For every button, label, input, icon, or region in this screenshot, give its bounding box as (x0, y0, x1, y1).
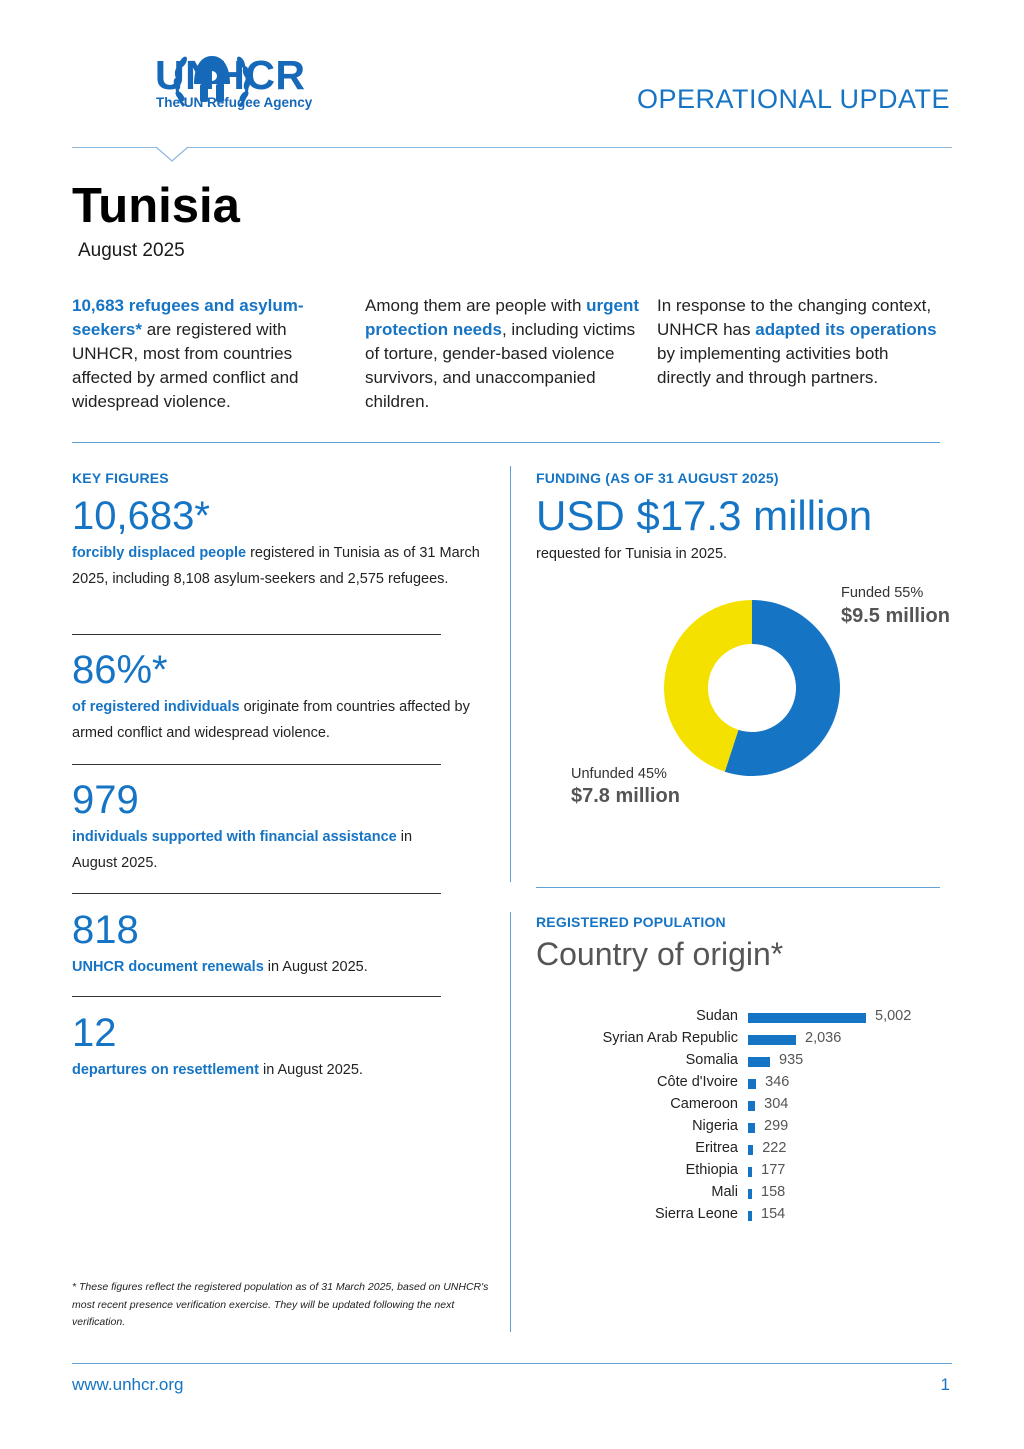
funding-label: FUNDING (AS OF 31 AUGUST 2025) (536, 470, 779, 486)
registered-population-label: REGISTERED POPULATION (536, 914, 726, 930)
website-link[interactable]: www.unhcr.org (72, 1375, 184, 1394)
bar (748, 1123, 755, 1133)
funded-label: Funded 55% (841, 585, 924, 601)
key-figure-5 (72, 1011, 482, 1084)
funding-requested-text: requested for Tunisia in 2025. (536, 546, 728, 562)
bar (748, 1167, 752, 1177)
logo-wordmark: UNHCR (155, 52, 306, 98)
bar (748, 1035, 796, 1045)
funding-amount: USD $17.3 million (536, 492, 873, 539)
header-divider (72, 147, 952, 148)
key-figure-number: 86%* (72, 648, 168, 692)
bar-value-label: 346 (765, 1074, 790, 1090)
funded-value: $9.5 million (841, 605, 950, 627)
bar-value-label: 5,002 (875, 1008, 912, 1024)
key-figure-text (72, 695, 482, 746)
key-figure-highlight: departures on resettlement (72, 1062, 259, 1078)
intro-text: , including victims of torture, gender-based violence survivors, and unaccompanied children. (365, 320, 636, 411)
key-figure-number: 12 (72, 1011, 117, 1055)
key-figure-highlight: UNHCR document renewals (72, 959, 264, 975)
bar-country-label: Sudan (696, 1008, 738, 1024)
bar-country-label: Syrian Arab Republic (602, 1030, 738, 1046)
bar-value-label: 304 (764, 1096, 789, 1112)
bar-value-label: 2,036 (805, 1030, 842, 1046)
intro-divider (72, 442, 940, 443)
intro-highlight: 10,683 refugees and asylum-seekers* (72, 296, 304, 339)
key-figure-highlight: forcibly displaced people (72, 545, 247, 561)
report-date: August 2025 (78, 240, 185, 261)
key-figure-number: 10,683* (72, 494, 210, 538)
bar-country-label: Ethiopia (685, 1162, 738, 1178)
bar (748, 1101, 755, 1111)
key-figure-highlight: individuals supported with financial assistance (72, 829, 397, 845)
key-figure-desc: registered in Tunisia as of 31 March 2025, including 8,108 asylum-seekers and 2,575 refugees. (72, 545, 480, 587)
document-type: OPERATIONAL UPDATE (636, 84, 950, 114)
page-title: Tunisia (72, 179, 240, 233)
unfunded-value: $7.8 million (571, 785, 680, 807)
bar-country-label: Cameroon (670, 1096, 738, 1112)
intro-text: by implementing activities both directly and through partners. (657, 344, 889, 387)
key-figure-desc: in August 2025. (72, 829, 413, 871)
bar (748, 1057, 770, 1067)
logo-tagline: The UN Refugee Agency (156, 95, 313, 110)
bar (748, 1211, 752, 1221)
key-figure-desc: in August 2025. (258, 1062, 363, 1078)
footer-divider (72, 1363, 952, 1364)
key-figure-2 (72, 648, 482, 746)
bar (748, 1145, 753, 1155)
key-figure-text (72, 825, 452, 876)
intro-highlight: urgent protection needs (365, 296, 640, 339)
bar (748, 1079, 756, 1089)
funding-divider (536, 887, 940, 888)
key-figure-number: 818 (72, 908, 139, 952)
figure-divider (72, 764, 441, 765)
key-figure-1 (72, 494, 482, 592)
intro-highlight: adapted its operations (755, 320, 937, 339)
intro-text: Among them are people with (365, 296, 587, 315)
bar-country-label: Nigeria (692, 1118, 738, 1134)
bar-value-label: 177 (761, 1162, 786, 1178)
key-figures-label: KEY FIGURES (72, 470, 169, 486)
intro-paragraph-1 (72, 294, 352, 414)
key-figure-desc: in August 2025. (263, 959, 368, 975)
figure-divider (72, 634, 441, 635)
page-number: 1 (940, 1375, 950, 1394)
footnote: * These figures reflect the registered population as of 31 March 2025, based on UNHCR's most recent presence verification exercise. They will be updated following the next verification. (72, 1281, 489, 1328)
bar-country-label: Côte d'Ivoire (657, 1074, 738, 1090)
intro-paragraph-3 (657, 294, 947, 390)
intro-text: are registered with UNHCR, most from countries affected by armed conflict and widespread violence. (72, 320, 299, 411)
key-figure-highlight: of registered individuals (72, 699, 240, 715)
figure-divider (72, 996, 441, 997)
key-figure-3 (72, 778, 452, 876)
unfunded-label: Unfunded 45% (571, 766, 667, 782)
bar-country-label: Sierra Leone (654, 1206, 738, 1222)
bar-country-label: Eritrea (695, 1140, 738, 1156)
bar (748, 1013, 866, 1023)
bar-value-label: 299 (764, 1118, 789, 1134)
key-figure-text (72, 541, 482, 592)
key-figure-text (72, 955, 482, 981)
country-bar-chart (508, 1008, 948, 1233)
bar-value-label: 935 (779, 1052, 804, 1068)
bar-value-label: 158 (761, 1184, 786, 1200)
intro-text: In response to the changing context, UNHCR has (657, 296, 932, 339)
intro-paragraph-2 (365, 294, 650, 414)
key-figure-desc: originate from countries affected by armed conflict and widespread violence. (72, 699, 470, 741)
figure-divider (72, 893, 441, 894)
column-divider (510, 466, 511, 882)
bar-country-label: Mali (711, 1184, 738, 1200)
bar-value-label: 154 (761, 1206, 786, 1222)
funding-donut-chart (660, 596, 844, 780)
bar-value-label: 222 (762, 1140, 787, 1156)
bar (748, 1189, 752, 1199)
key-figure-number: 979 (72, 778, 139, 822)
country-of-origin-title: Country of origin* (536, 936, 784, 972)
key-figure-text (72, 1058, 482, 1084)
chevron-down-icon (155, 146, 189, 162)
key-figure-4 (72, 908, 482, 981)
bar-country-label: Somalia (685, 1052, 738, 1068)
